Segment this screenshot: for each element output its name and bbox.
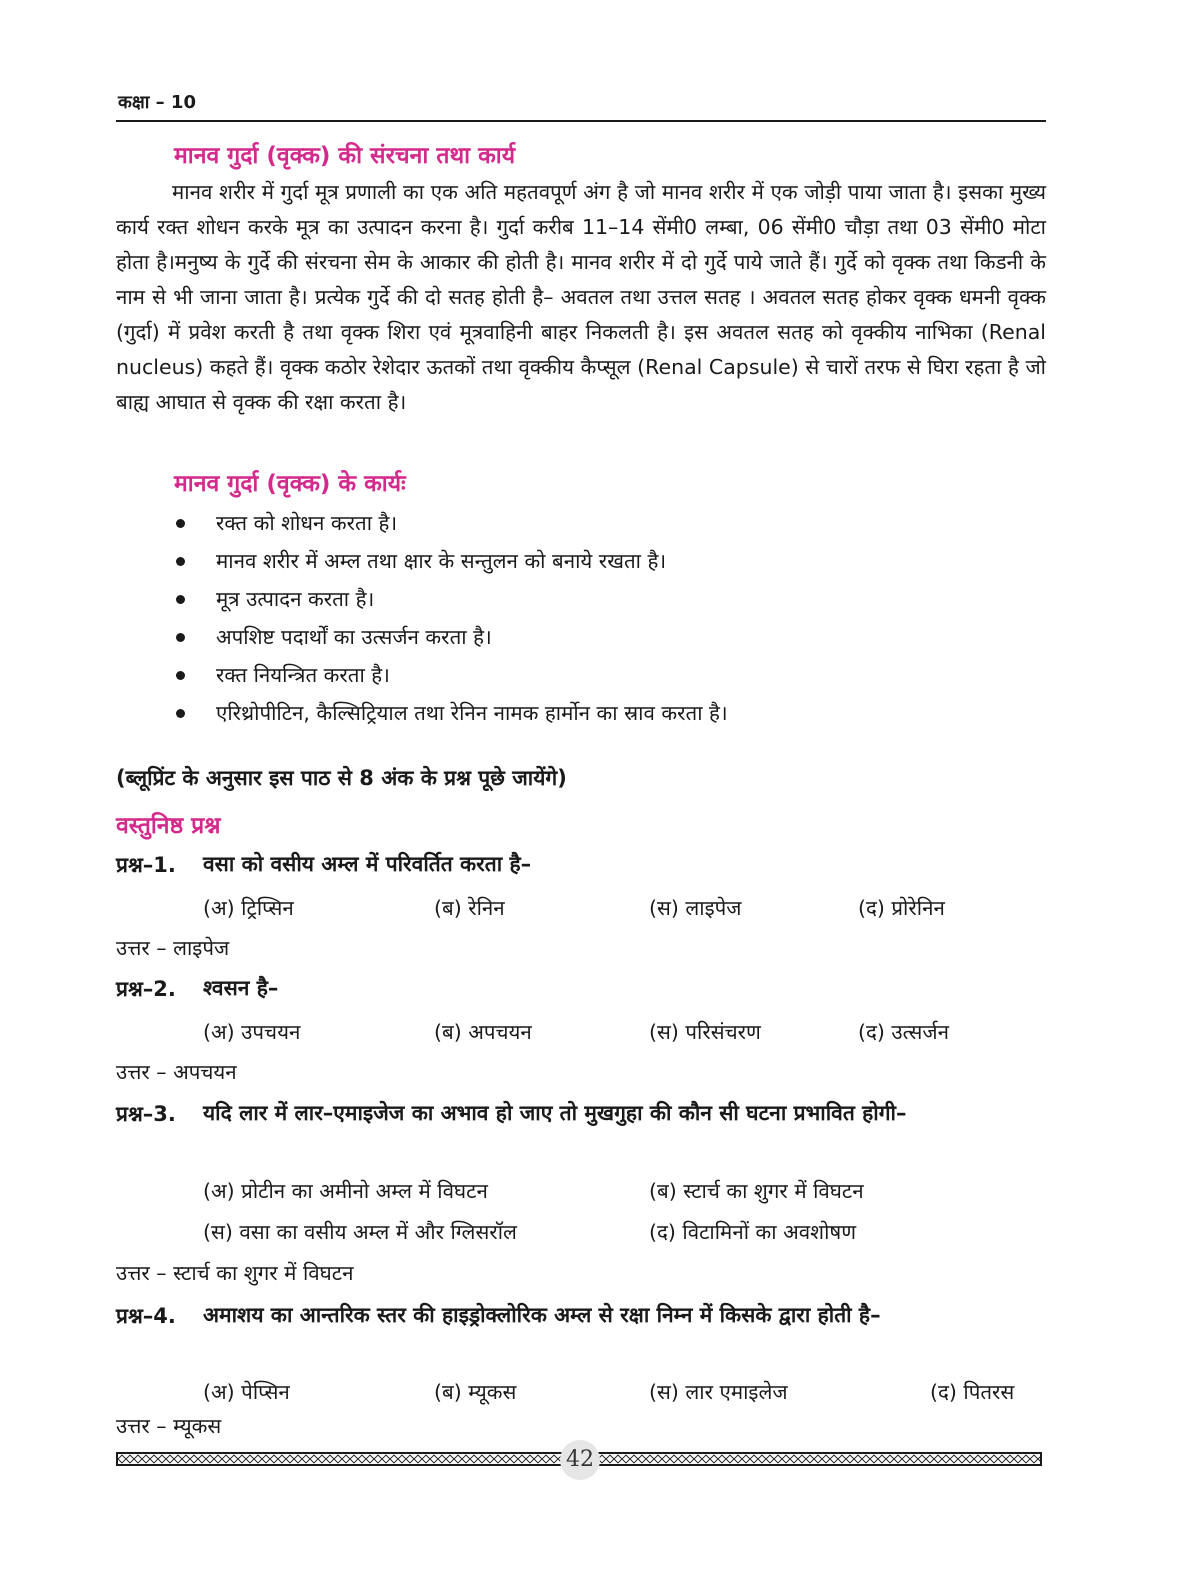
page-number: 42 — [560, 1440, 600, 1480]
answer: उत्तर – म्यूकस — [116, 1414, 222, 1438]
option-d: (द) विटामिनों का अवशोषण — [649, 1220, 857, 1244]
option-b: (ब) रेनिन — [434, 896, 505, 920]
option-d: (द) प्रोरेनिन — [858, 896, 945, 920]
option-b: (ब) अपचयन — [434, 1020, 532, 1044]
option-c: (स) परिसंचरण — [649, 1020, 761, 1044]
list-item: रक्त नियन्त्रित करता है। — [176, 656, 728, 694]
option-a: (अ) उपचयन — [203, 1020, 301, 1044]
question-number: प्रश्न–1. — [116, 853, 176, 877]
option-b: (ब) स्टार्च का शुगर में विघटन — [649, 1179, 864, 1203]
structure-paragraph: मानव शरीर में गुर्दा मूत्र प्रणाली का एक अति महतवपूर्ण अंग है जो मानव शरीर में एक जोड़ी पाया जाता है। इसका मुख्य कार्य रक्त शोधन करके मूत्र का उत्पादन करना है। गुर्दा करीब 11–14 सेंमी0 लम्बा, 06 सेंमी0 चौड़ा तथा 03 सेंमी0 मोटा होता है।मनुष्य के गुर्दे की संरचना सेम के आकार की होती है। मानव शरीर में दो गुर्दे पाये जाते हैं। गुर्दे को वृक्क तथा किडनी के नाम से भी जाना जाता है। प्रत्येक गुर्दे की दो सतह होती है– अवतल तथा उत्तल सतह । अवतल सतह होकर वृक्क धमनी वृक्क (गुर्दा) में प्रवेश करती है तथा वृक्क शिरा एवं मूत्रवाहिनी बाहर निकलती है। इस अवतल सतह को वृक्कीय नाभिका (Renal nucleus) कहते हैं। वृक्क कठोर रेशेदार ऊतकों तथा वृक्कीय कैप्सूल (Renal Capsule) से चारों तरफ से घिरा रहता है जो बाह्य आघात से वृक्क की रक्षा करता है। — [116, 180, 1046, 414]
list-item: मूत्र उत्पादन करता है। — [176, 580, 728, 618]
question-number: प्रश्न–3. — [116, 1102, 176, 1126]
question-text: अमाशय का आन्तरिक स्तर की हाइड्रोक्लोरिक अम्ल से रक्षा निम्न में किसके द्वारा होती है– — [203, 1303, 881, 1327]
question-number: प्रश्न–2. — [116, 977, 176, 1001]
option-c: (स) लार एमाइलेज — [649, 1380, 788, 1404]
question-text: यदि लार में लार–एमाइजेज का अभाव हो जाए तो मुखगुहा की कौन सी घटना प्रभावित होगी– — [203, 1101, 907, 1125]
objective-questions-title: वस्तुनिष्ठ प्रश्न — [116, 813, 221, 839]
list-item: अपशिष्ट पदार्थों का उत्सर्जन करता है। — [176, 618, 728, 656]
answer: उत्तर – अपचयन — [116, 1060, 237, 1084]
section-title-structure: मानव गुर्दा (वृक्क) की संरचना तथा कार्य — [174, 143, 516, 169]
question-text: श्वसन है– — [203, 976, 279, 1000]
option-a: (अ) ट्रिप्सिन — [203, 896, 294, 920]
list-item: मानव शरीर में अम्ल तथा क्षार के सन्तुलन को बनाये रखता है। — [176, 542, 728, 580]
option-c: (स) लाइपेज — [649, 896, 742, 920]
question-number: प्रश्न–4. — [116, 1304, 176, 1328]
class-label: कक्षा – 10 — [118, 92, 196, 113]
option-a: (अ) प्रोटीन का अमीनो अम्ल में विघटन — [203, 1179, 488, 1203]
option-a: (अ) पेप्सिन — [203, 1380, 290, 1404]
option-c: (स) वसा का वसीय अम्ल में और ग्लिसरॉल — [203, 1220, 517, 1244]
blueprint-note: (ब्लूप्रिंट के अनुसार इस पाठ से 8 अंक के प्रश्न पूछे जायेंगे) — [116, 766, 567, 790]
option-d: (द) पितरस — [930, 1380, 1015, 1404]
list-item: एरिथ्रोपीटिन, कैल्सिट्रियाल तथा रेनिन नामक हार्मोन का स्राव करता है। — [176, 694, 728, 732]
section-title-functions: मानव गुर्दा (वृक्क) के कार्यः — [174, 471, 406, 497]
question-text: वसा को वसीय अम्ल में परिवर्तित करता है– — [203, 852, 532, 876]
option-b: (ब) म्यूकस — [434, 1380, 517, 1404]
header-divider — [116, 120, 1046, 122]
answer: उत्तर – लाइपेज — [116, 936, 230, 960]
functions-list — [176, 504, 728, 732]
answer: उत्तर – स्टार्च का शुगर में विघटन — [116, 1261, 354, 1285]
option-d: (द) उत्सर्जन — [858, 1020, 949, 1044]
list-item: रक्त को शोधन करता है। — [176, 504, 728, 542]
